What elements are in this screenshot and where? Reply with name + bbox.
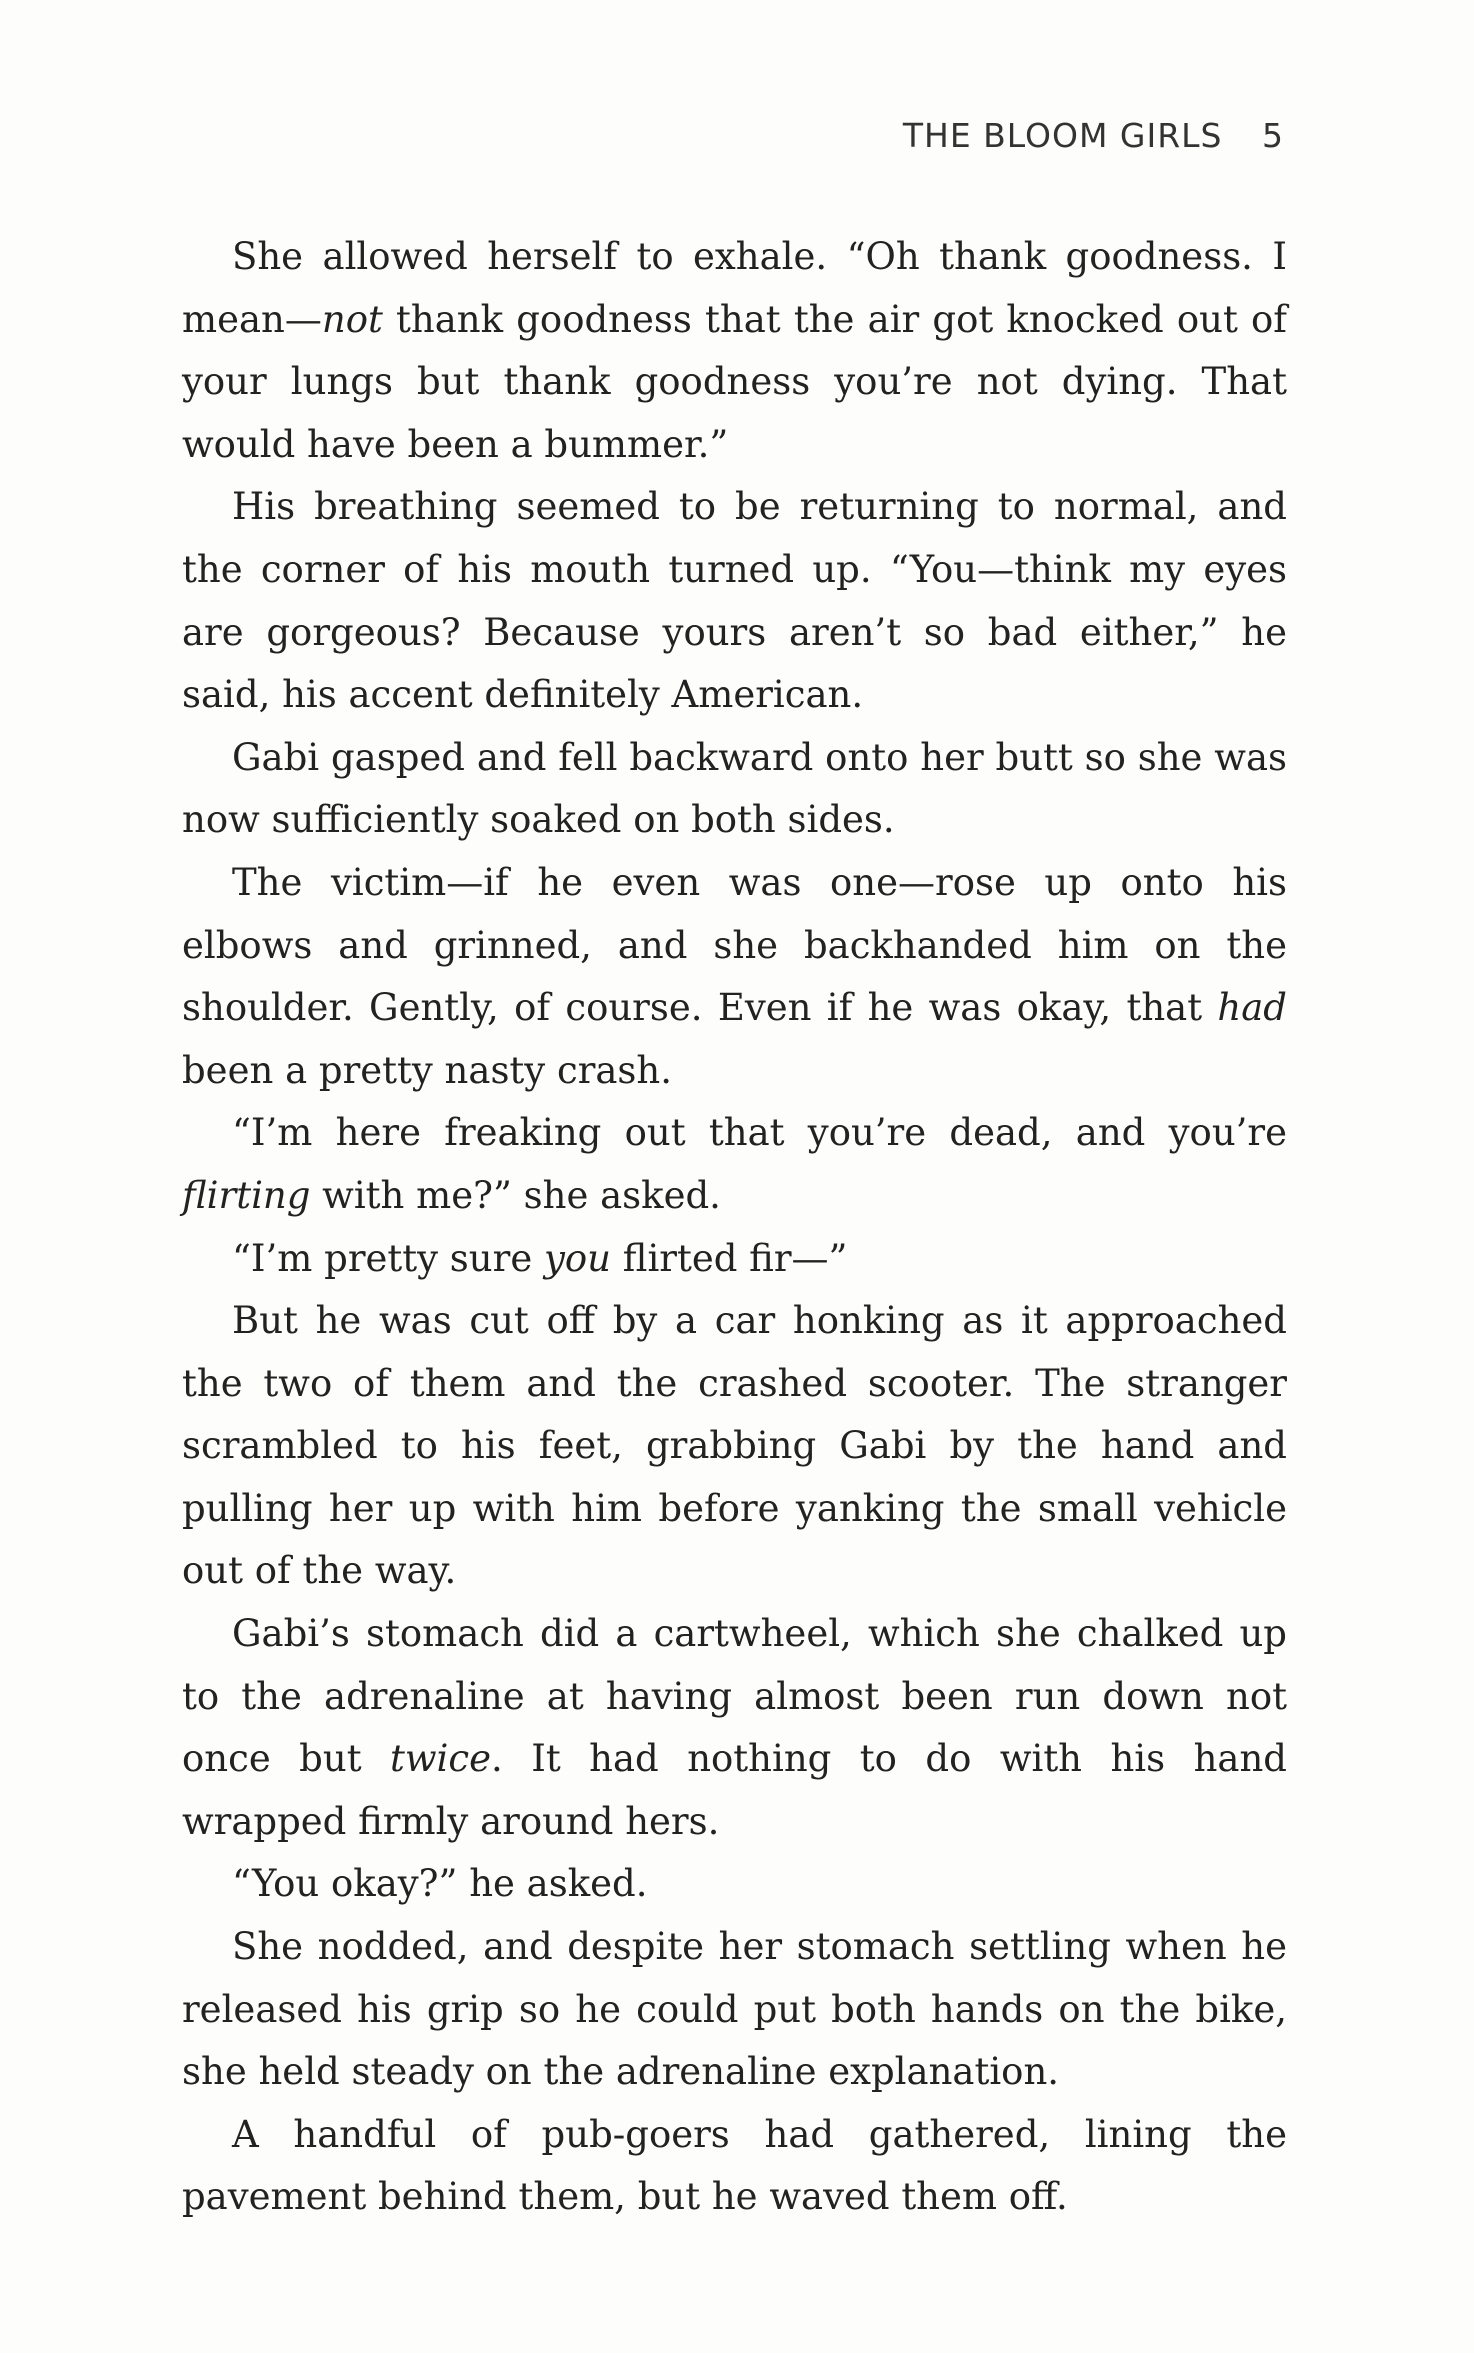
body-text (182, 226, 1287, 2229)
paragraph (182, 1603, 1287, 1853)
paragraph (182, 1853, 1287, 1916)
text-run: “I’m pretty sure (232, 1236, 544, 1280)
text-run: Gabi’s stomach did a cartwheel, which she chalked up to the adrenaline at having almost been run down not once but (182, 1612, 1287, 1781)
paragraph (182, 1290, 1287, 1603)
italic-text: twice (390, 1737, 492, 1781)
text-run: been a pretty nasty crash. (182, 1048, 673, 1092)
text-run: with me?” she asked. (310, 1173, 721, 1217)
paragraph (182, 852, 1287, 1102)
book-title: THE BLOOM GIRLS (902, 116, 1223, 155)
italic-text: not (321, 297, 383, 341)
text-run: But he was cut off by a car honking as it approached the two of them and the crashed scooter. The stranger scrambled to his feet, grabbing Gabi by the hand and pulling her up with him before yanking the small vehicle out of the way. (182, 1299, 1287, 1593)
paragraph (182, 1228, 1287, 1291)
italic-text: you (543, 1236, 611, 1280)
text-run: flirted fir—” (611, 1236, 848, 1280)
paragraph (182, 226, 1287, 476)
running-head (903, 116, 1284, 155)
text-run: “I’m here freaking out that you’re dead, and you’re (232, 1111, 1287, 1155)
paragraph (182, 1916, 1287, 2104)
paragraph (182, 727, 1287, 852)
text-run: She allowed herself to exhale. “Oh thank goodness. I mean— (182, 235, 1287, 341)
text-run: A handful of pub-goers had gathered, lining the pavement behind them, but he waved them off. (182, 2112, 1287, 2219)
page-number: 5 (1262, 116, 1284, 155)
text-run: “You okay?” he asked. (232, 1862, 648, 1906)
paragraph (182, 476, 1287, 726)
text-run: His breathing seemed to be returning to normal, and the corner of his mouth turned up. “You—think my eyes are gorgeous? Because yours aren’t so bad either,” he said, his accent definitely American. (182, 485, 1287, 717)
text-run: . It had nothing to do with his hand wrapped firmly around hers. (182, 1737, 1287, 1843)
text-run: She nodded, and despite her stomach settling when he released his grip so he could put both hands on the bike, she held steady on the adrenaline explanation. (182, 1925, 1287, 2094)
italic-text: flirting (182, 1173, 311, 1217)
paragraph (182, 2104, 1287, 2229)
paragraph (182, 1102, 1287, 1227)
text-run: thank goodness that the air got knocked out of your lungs but thank goodness you’re not dying. That would have been a bummer.” (182, 297, 1287, 466)
text-run: Gabi gasped and fell backward onto her butt so she was now sufficiently soaked on both sides. (182, 735, 1287, 842)
text-run: The victim—if he even was one—rose up onto his elbows and grinned, and she backhanded him on the shoulder. Gently, of course. Even if he was okay, that (182, 860, 1287, 1030)
italic-text: had (1217, 986, 1287, 1030)
